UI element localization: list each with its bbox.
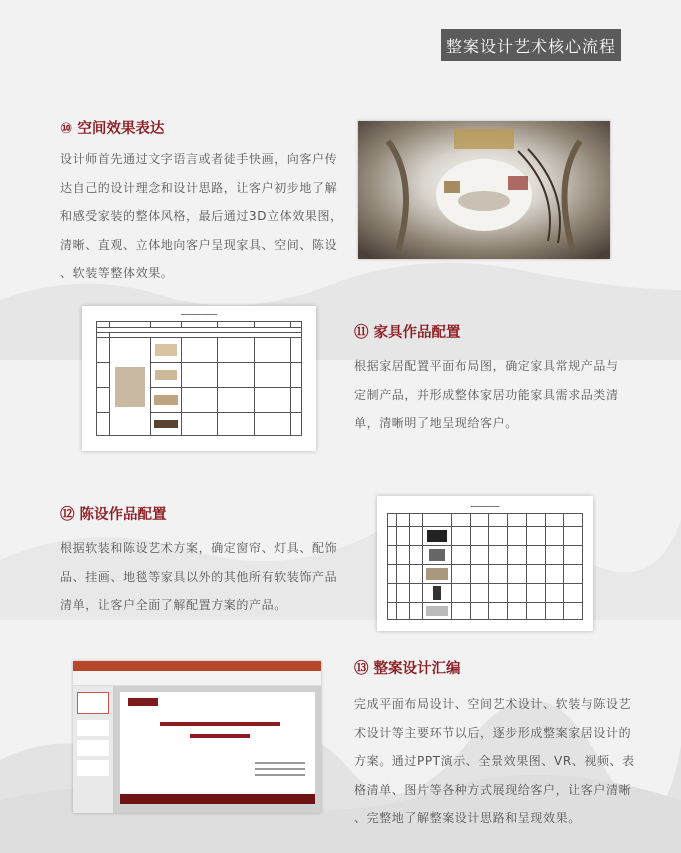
body-line: 根据软装和陈设艺术方案，确定窗帘、灯具、配饰 xyxy=(60,541,338,555)
body-line: 设计师首先通过文字语言或者徒手快画，向客户传 xyxy=(60,152,338,166)
decor-config-list-image: ━━━━━━━━━━━━ xyxy=(377,496,593,631)
section-title-design-compilation: ⑬ 整案设计汇编 xyxy=(354,661,461,677)
panorama-rendering-image xyxy=(358,121,610,259)
body-line: 和感受家装的整体风格，最后通过3D立体效果图， xyxy=(60,209,343,223)
body-line: 根据家居配置平面布局图，确定家具常规产品与 xyxy=(354,359,619,373)
body-line: 定制产品，并形成整体家居功能家具需求品类清 xyxy=(354,387,619,402)
body-line: 清晰、直观、立体地向客户呈现家具、空间、陈设 xyxy=(60,237,338,252)
decor-table-graphic xyxy=(387,513,583,620)
body-line: 、软装等整体效果。 xyxy=(60,266,174,280)
body-line: 、完整地了解整案设计思路和呈现效果。 xyxy=(354,811,581,825)
furniture-table-graphic xyxy=(96,321,302,436)
section-body-design-compilation xyxy=(354,690,654,833)
body-line: 完成平面布局设计、空间艺术设计、软装与陈设艺 xyxy=(354,697,632,711)
body-line: 格清单、图片等各种方式展现给客户，让客户清晰 xyxy=(354,782,632,797)
body-line: 清单，让客户全面了解配置方案的产品。 xyxy=(60,598,287,612)
body-line: 方案。通过PPT演示、全景效果图、VR、视频、表 xyxy=(354,754,635,768)
section-title-furniture-config: ⑪ 家具作品配置 xyxy=(354,325,461,341)
section-body-decor-config xyxy=(60,534,360,620)
ppt-presentation-image xyxy=(73,661,321,813)
body-line: 术设计等主要环节以后，逐步形成整案家居设计的 xyxy=(354,725,632,740)
body-line: 单，清晰明了地呈现给客户。 xyxy=(354,416,518,430)
section-body-furniture-config xyxy=(354,352,644,438)
furniture-config-list-image: ━━━━━━━━━━━━━━━ xyxy=(82,306,316,451)
section-title-decor-config: ⑫ 陈设作品配置 xyxy=(60,507,167,523)
section-body-space-effect xyxy=(60,145,360,288)
body-line: 品、挂画、地毯等家具以外的其他所有软装饰产品 xyxy=(60,569,338,584)
header-badge: 整案设计艺术核心流程 xyxy=(441,29,621,61)
body-line: 达自己的设计理念和设计思路，让客户初步地了解 xyxy=(60,180,338,195)
section-title-space-effect: ⑩ 空间效果表达 xyxy=(60,121,165,137)
